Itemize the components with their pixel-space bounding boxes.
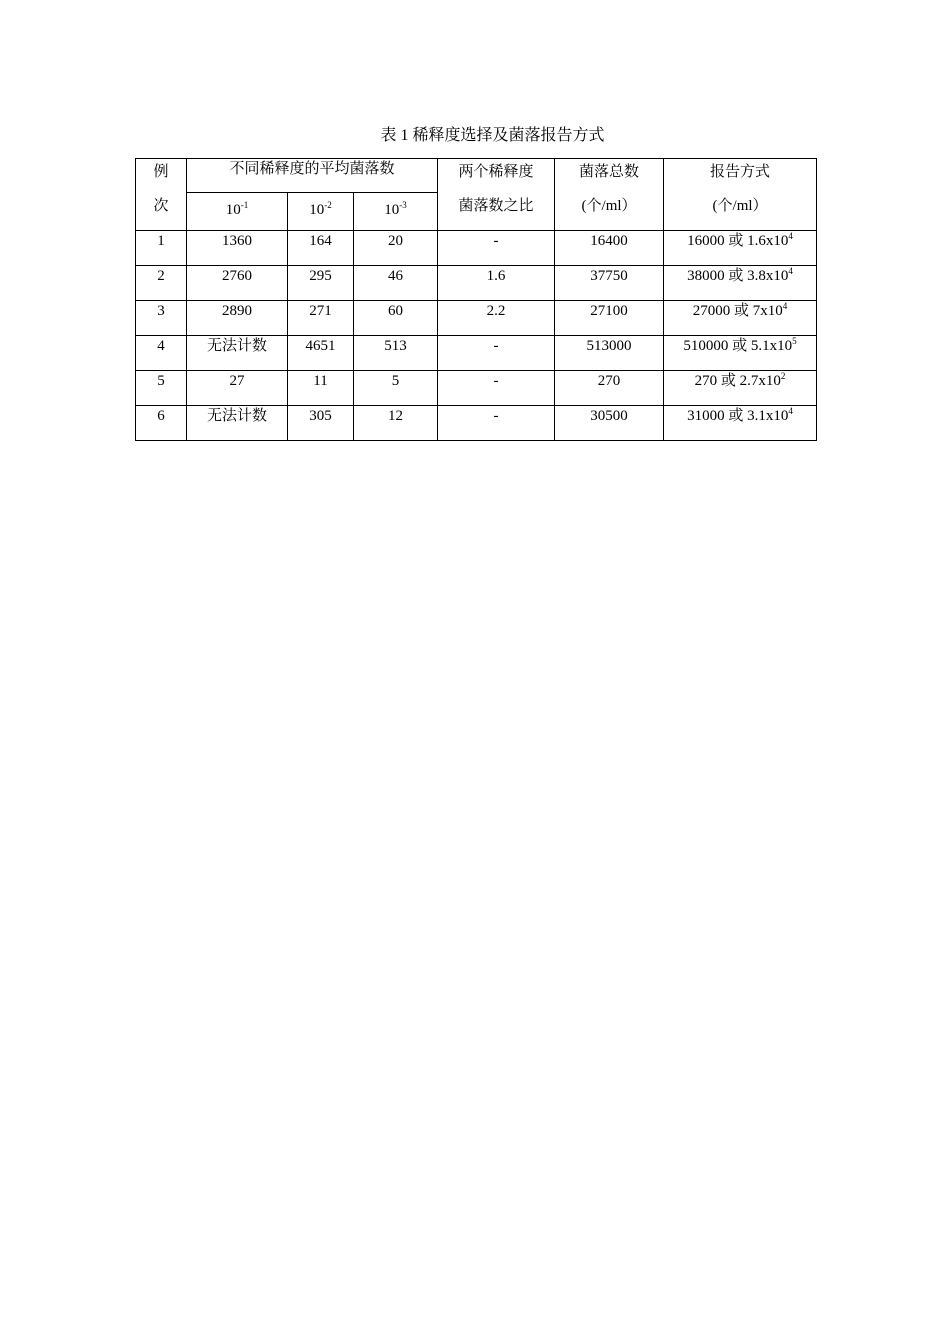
- table-row: [136, 266, 817, 301]
- cell-ratio: -: [438, 406, 555, 441]
- cell-dilution-2: 295: [288, 266, 354, 301]
- cell-dilution-3: 46: [354, 266, 438, 301]
- header-report: 报告方式 (个/ml）: [664, 159, 817, 231]
- cell-dilution-1: 2890: [187, 301, 288, 336]
- cell-ratio: 1.6: [438, 266, 555, 301]
- cell-case: 1: [136, 231, 187, 266]
- cell-case: 2: [136, 266, 187, 301]
- cell-case: 3: [136, 301, 187, 336]
- cell-ratio: -: [438, 371, 555, 406]
- cell-dilution-1: 无法计数: [187, 406, 288, 441]
- cell-report: 27000 或 $7x10^4$: [664, 301, 817, 336]
- cell-total: 16400: [555, 231, 664, 266]
- header-dilution-2: $10^{-2}$: [288, 193, 354, 231]
- cell-dilution-1: 无法计数: [187, 336, 288, 371]
- cell-dilution-1: 1360: [187, 231, 288, 266]
- cell-dilution-2: 305: [288, 406, 354, 441]
- cell-dilution-2: 164: [288, 231, 354, 266]
- header-row-top: [136, 159, 817, 193]
- cell-dilution-2: 271: [288, 301, 354, 336]
- cell-dilution-1: 27: [187, 371, 288, 406]
- cell-case: 6: [136, 406, 187, 441]
- cell-total: 37750: [555, 266, 664, 301]
- cell-report: 16000 或 $1.6x10^4$: [664, 231, 817, 266]
- cell-report: 510000 或 $5.1x10^5$: [664, 336, 817, 371]
- table-row: [136, 301, 817, 336]
- dilution-colony-table: [135, 158, 817, 441]
- table-row: [136, 406, 817, 441]
- cell-total: 270: [555, 371, 664, 406]
- cell-dilution-3: 20: [354, 231, 438, 266]
- header-dilution-3: $10^{-3}$: [354, 193, 438, 231]
- cell-report: 31000 或 $3.1x10^4$: [664, 406, 817, 441]
- cell-dilution-3: 60: [354, 301, 438, 336]
- cell-dilution-3: 5: [354, 371, 438, 406]
- cell-ratio: -: [438, 231, 555, 266]
- table-row: [136, 231, 817, 266]
- cell-report: 270 或 $2.7x10^2$: [664, 371, 817, 406]
- table-row: [136, 336, 817, 371]
- header-dilution-1: $10^{-1}$: [187, 193, 288, 231]
- cell-dilution-3: 513: [354, 336, 438, 371]
- cell-ratio: 2.2: [438, 301, 555, 336]
- table-row: [136, 371, 817, 406]
- cell-dilution-2: 11: [288, 371, 354, 406]
- cell-case: 5: [136, 371, 187, 406]
- cell-total: 513000: [555, 336, 664, 371]
- cell-case: 4: [136, 336, 187, 371]
- cell-total: 27100: [555, 301, 664, 336]
- cell-dilution-3: 12: [354, 406, 438, 441]
- header-ratio: 两个稀释度 菌落数之比: [438, 159, 555, 231]
- cell-report: 38000 或 $3.8x10^4$: [664, 266, 817, 301]
- cell-total: 30500: [555, 406, 664, 441]
- header-case: 例 次: [136, 159, 187, 231]
- cell-dilution-2: 4651: [288, 336, 354, 371]
- cell-dilution-1: 2760: [187, 266, 288, 301]
- table-title: 表 1 稀释度选择及菌落报告方式: [380, 127, 605, 144]
- header-avg-colonies: 不同稀释度的平均菌落数: [187, 159, 438, 193]
- header-total: 菌落总数 (个/ml）: [555, 159, 664, 231]
- cell-ratio: -: [438, 336, 555, 371]
